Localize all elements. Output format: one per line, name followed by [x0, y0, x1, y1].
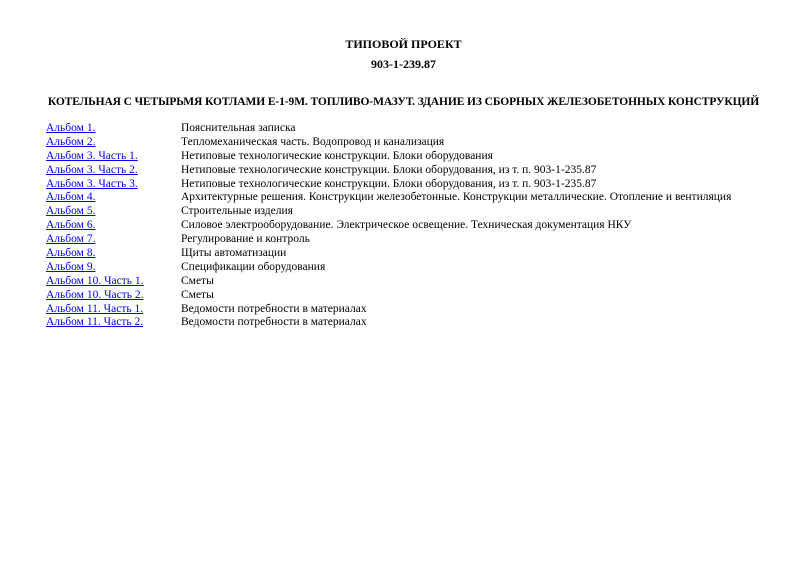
album-link[interactable]: Альбом 9.: [46, 260, 96, 273]
album-description: Тепломеханическая часть. Водопровод и канализация: [181, 135, 445, 148]
album-description: Ведомости потребности в материалах: [181, 302, 367, 315]
doc-type-heading: ТИПОВОЙ ПРОЕКТ: [345, 37, 462, 51]
album-row: [46, 316, 786, 330]
album-description: Пояснительная записка: [181, 122, 296, 134]
album-link[interactable]: Альбом 8.: [46, 247, 96, 260]
album-link[interactable]: Альбом 11. Часть 2.: [46, 316, 144, 329]
album-link[interactable]: Альбом 3. Часть 3.: [46, 177, 138, 190]
album-link[interactable]: Альбом 11. Часть 1.: [46, 302, 144, 315]
album-row: [46, 275, 786, 289]
album-description: Ведомости потребности в материалах: [181, 316, 367, 329]
album-description: Спецификации оборудования: [181, 260, 326, 273]
album-description: Сметы: [181, 274, 214, 287]
album-link[interactable]: Альбом 3. Часть 1.: [46, 149, 138, 162]
album-row: [46, 150, 786, 164]
project-title: КОТЕЛЬНАЯ С ЧЕТЫРЬМЯ КОТЛАМИ Е-1-9М. ТОПЛИВО-МАЗУТ. ЗДАНИЕ ИЗ СБОРНЫХ ЖЕЛЕЗОБЕТОННЫХ КОНСТРУКЦИЙ: [47, 96, 760, 108]
album-row: [46, 261, 786, 275]
album-list: [46, 122, 786, 330]
album-description: Силовое электрооборудование. Электрическое освещение. Техническая документация НКУ: [181, 219, 632, 232]
album-description: Нетиповые технологические конструкции. Блоки оборудования: [181, 149, 493, 162]
album-description: Щиты автоматизации: [181, 247, 287, 260]
album-row: [46, 247, 786, 261]
album-description: Сметы: [181, 288, 214, 301]
album-row: [46, 178, 786, 192]
album-description: Архитектурные решения. Конструкции железобетонные. Конструкции металлические. Отопление и вентиляция: [181, 191, 732, 204]
album-description: Строительные изделия: [181, 205, 293, 218]
album-link[interactable]: Альбом 3. Часть 2.: [46, 163, 138, 176]
album-link[interactable]: Альбом 7.: [46, 233, 96, 246]
album-row: [46, 233, 786, 247]
album-link[interactable]: Альбом 10. Часть 1.: [46, 274, 144, 287]
album-row: [46, 122, 786, 136]
album-link[interactable]: Альбом 6.: [46, 219, 96, 232]
album-description: Регулирование и контроль: [181, 233, 310, 246]
album-row: [46, 289, 786, 303]
project-number: 903-1-239.87: [371, 57, 436, 71]
album-description: Нетиповые технологические конструкции. Блоки оборудования, из т. п. 903-1-235.87: [181, 163, 597, 176]
album-row: [46, 219, 786, 233]
album-link[interactable]: Альбом 4.: [46, 191, 96, 204]
album-link[interactable]: Альбом 10. Часть 2.: [46, 288, 144, 301]
album-description: Нетиповые технологические конструкции. Блоки оборудования, из т. п. 903-1-235.87: [181, 177, 597, 190]
album-link[interactable]: Альбом 2.: [46, 135, 96, 148]
album-row: [46, 303, 786, 317]
album-row: [46, 136, 786, 150]
album-row: [46, 205, 786, 219]
album-row: [46, 191, 786, 205]
album-row: [46, 164, 786, 178]
album-link[interactable]: Альбом 1.: [46, 122, 96, 134]
album-link[interactable]: Альбом 5.: [46, 205, 96, 218]
